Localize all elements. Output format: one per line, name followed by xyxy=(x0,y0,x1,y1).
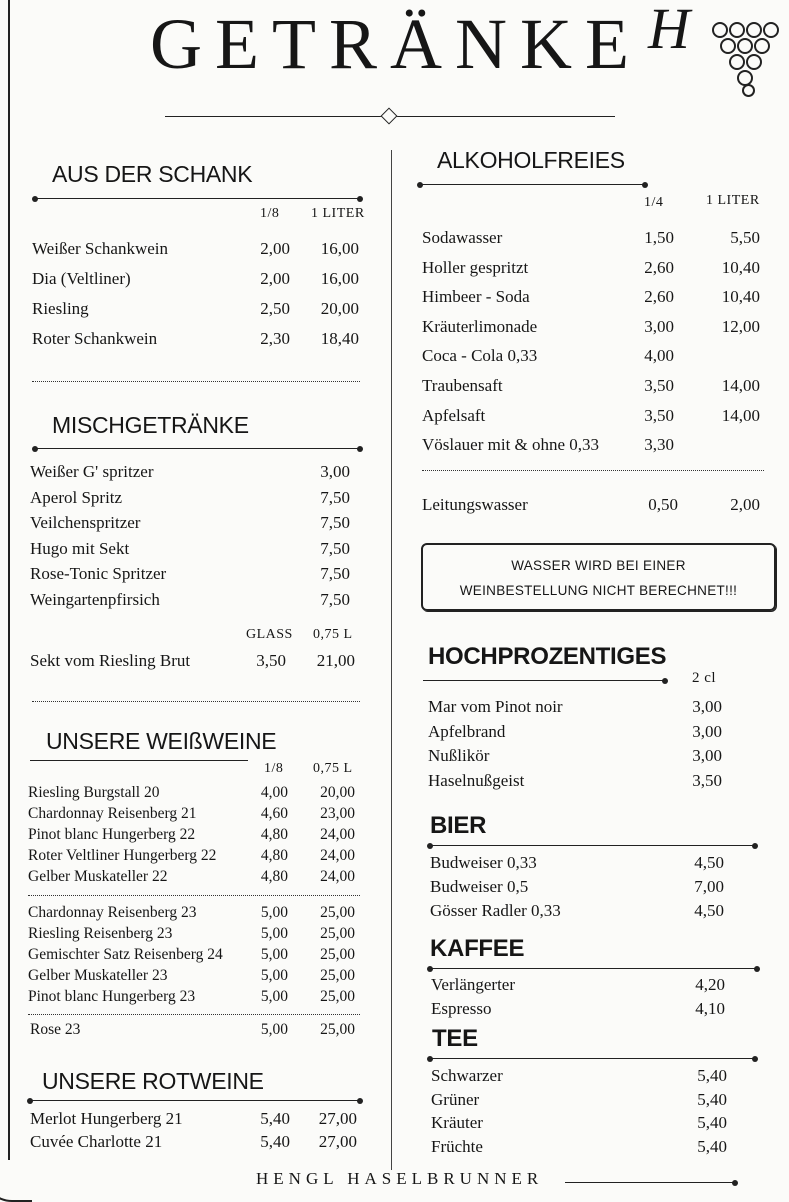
column-header: 0,75 L xyxy=(313,761,353,776)
list-item: Kräuter 5,40 xyxy=(431,1113,727,1132)
list-item: Roter Veltliner Hungerberg 22 4,80 24,00 xyxy=(28,847,355,864)
list-item: Weingartenpfirsich 7,50 xyxy=(30,589,350,609)
list-item: Himbeer - Soda 2,60 10,40 xyxy=(422,287,760,307)
section-title-kaffee: KAFFEE xyxy=(430,935,525,962)
list-item: Gösser Radler 0,33 4,50 xyxy=(430,901,724,920)
section-title-hochprozent: HOCHPROZENTIGES xyxy=(428,643,667,670)
section-rule xyxy=(430,1058,755,1059)
list-item: Espresso 4,10 xyxy=(431,999,725,1018)
logo-monogram: H xyxy=(648,0,690,61)
page-border-left xyxy=(8,0,10,1160)
list-item: Leitungswasser 0,50 2,00 xyxy=(422,495,760,514)
list-item: Coca - Cola 0,33 4,00 xyxy=(422,346,674,366)
page-border-ornament xyxy=(0,1140,32,1202)
list-item: Mar vom Pinot noir 3,00 xyxy=(428,697,722,716)
column-header: 1/8 xyxy=(260,206,280,221)
list-item: Aperol Spritz 7,50 xyxy=(30,487,350,507)
list-item: Veilchenspritzer 7,50 xyxy=(30,513,350,532)
list-item: Kräuterlimonade 3,00 12,00 xyxy=(422,316,760,336)
grape-logo-icon xyxy=(712,22,782,102)
list-item: Früchte 5,40 xyxy=(431,1136,727,1156)
column-header: 1 LITER xyxy=(706,193,760,208)
list-item: Apfelbrand 3,00 xyxy=(428,721,722,741)
list-item: Weißer G' spritzer 3,00 xyxy=(30,462,350,481)
section-rule xyxy=(423,680,665,681)
section-title-weiss: UNSERE WEIßWEINE xyxy=(46,728,277,754)
column-header: GLASS xyxy=(246,627,293,642)
list-item: Riesling Burgstall 20 4,00 20,00 xyxy=(28,784,355,801)
list-item: Sekt vom Riesling Brut 3,50 21,00 xyxy=(30,651,355,670)
list-item: Weißer Schankwein 2,00 16,00 xyxy=(32,239,359,258)
list-item: Pinot blanc Hungerberg 23 5,00 25,00 xyxy=(28,988,355,1005)
list-item: Haselnußgeist 3,50 xyxy=(428,771,722,791)
column-header: 2 cl xyxy=(692,670,717,686)
dotted-separator xyxy=(422,470,764,471)
list-item: Chardonnay Reisenberg 21 4,60 23,00 xyxy=(28,805,355,822)
list-item: Rose 23 5,00 25,00 xyxy=(30,1021,355,1038)
list-item: Budweiser 0,33 4,50 xyxy=(430,853,724,872)
list-item: Schwarzer 5,40 xyxy=(431,1066,727,1085)
title-diamond-ornament xyxy=(381,108,398,125)
list-item: Vöslauer mit & ohne 0,33 3,30 xyxy=(422,435,674,455)
list-item: Gelber Muskateller 22 4,80 24,00 xyxy=(28,868,355,885)
list-item: Holler gespritzt 2,60 10,40 xyxy=(422,257,760,277)
list-item: Traubensaft 3,50 14,00 xyxy=(422,376,760,395)
footer-rule xyxy=(565,1182,735,1183)
section-title-bier: BIER xyxy=(430,812,487,839)
list-item: Sodawasser 1,50 5,50 xyxy=(422,228,760,247)
list-item: Budweiser 0,5 7,00 xyxy=(430,877,724,896)
list-item: Gelber Muskateller 23 5,00 25,00 xyxy=(28,967,355,984)
list-item: Nußlikör 3,00 xyxy=(428,746,722,766)
footer-brand: HENGL HASELBRUNNER xyxy=(256,1169,544,1188)
list-item: Grüner 5,40 xyxy=(431,1089,727,1109)
section-title-schank: AUS DER SCHANK xyxy=(52,161,253,187)
section-title-alkoholfrei: ALKOHOLFREIES xyxy=(437,147,625,173)
water-notice-box: WASSER WIRD BEI EINER WEINBESTELLUNG NICHT BERECHNET!!! xyxy=(421,543,776,611)
dotted-separator xyxy=(32,381,360,382)
list-item: Cuvée Charlotte 21 5,40 27,00 xyxy=(30,1132,357,1151)
column-header: 1 LITER xyxy=(311,206,365,221)
dotted-separator xyxy=(32,701,360,702)
section-rule xyxy=(35,198,360,199)
list-item: Rose-Tonic Spritzer 7,50 xyxy=(30,564,350,583)
list-item: Merlot Hungerberg 21 5,40 27,00 xyxy=(30,1109,357,1128)
list-item: Dia (Veltliner) 2,00 16,00 xyxy=(32,269,359,288)
list-item: Pinot blanc Hungerberg 22 4,80 24,00 xyxy=(28,826,355,843)
list-item: Roter Schankwein 2,30 18,40 xyxy=(32,329,359,348)
list-item: Riesling Reisenberg 23 5,00 25,00 xyxy=(28,925,355,942)
section-title-tee: TEE xyxy=(432,1025,478,1052)
list-item: Gemischter Satz Reisenberg 24 5,00 25,00 xyxy=(28,946,355,963)
section-title-rot: UNSERE ROTWEINE xyxy=(42,1068,264,1094)
page-title: GETRÄNKE xyxy=(150,4,642,84)
column-header: 1/4 xyxy=(644,195,664,210)
list-item: Hugo mit Sekt 7,50 xyxy=(30,538,350,558)
section-rule xyxy=(420,184,645,185)
section-rule xyxy=(430,968,757,969)
list-item: Riesling 2,50 20,00 xyxy=(32,299,359,318)
dotted-separator xyxy=(28,895,360,896)
dotted-separator xyxy=(28,1014,360,1015)
section-rule xyxy=(30,1100,360,1101)
list-item: Chardonnay Reisenberg 23 5,00 25,00 xyxy=(28,904,355,921)
section-rule xyxy=(35,448,360,449)
list-item: Verlängerter 4,20 xyxy=(431,975,725,994)
column-header: 0,75 L xyxy=(313,627,353,642)
column-divider xyxy=(391,150,392,1170)
column-header: 1/8 xyxy=(264,761,284,776)
list-item: Apfelsaft 3,50 14,00 xyxy=(422,405,760,425)
section-title-misch: MISCHGETRÄNKE xyxy=(52,412,249,438)
section-rule xyxy=(430,845,755,846)
section-rule xyxy=(30,760,248,761)
